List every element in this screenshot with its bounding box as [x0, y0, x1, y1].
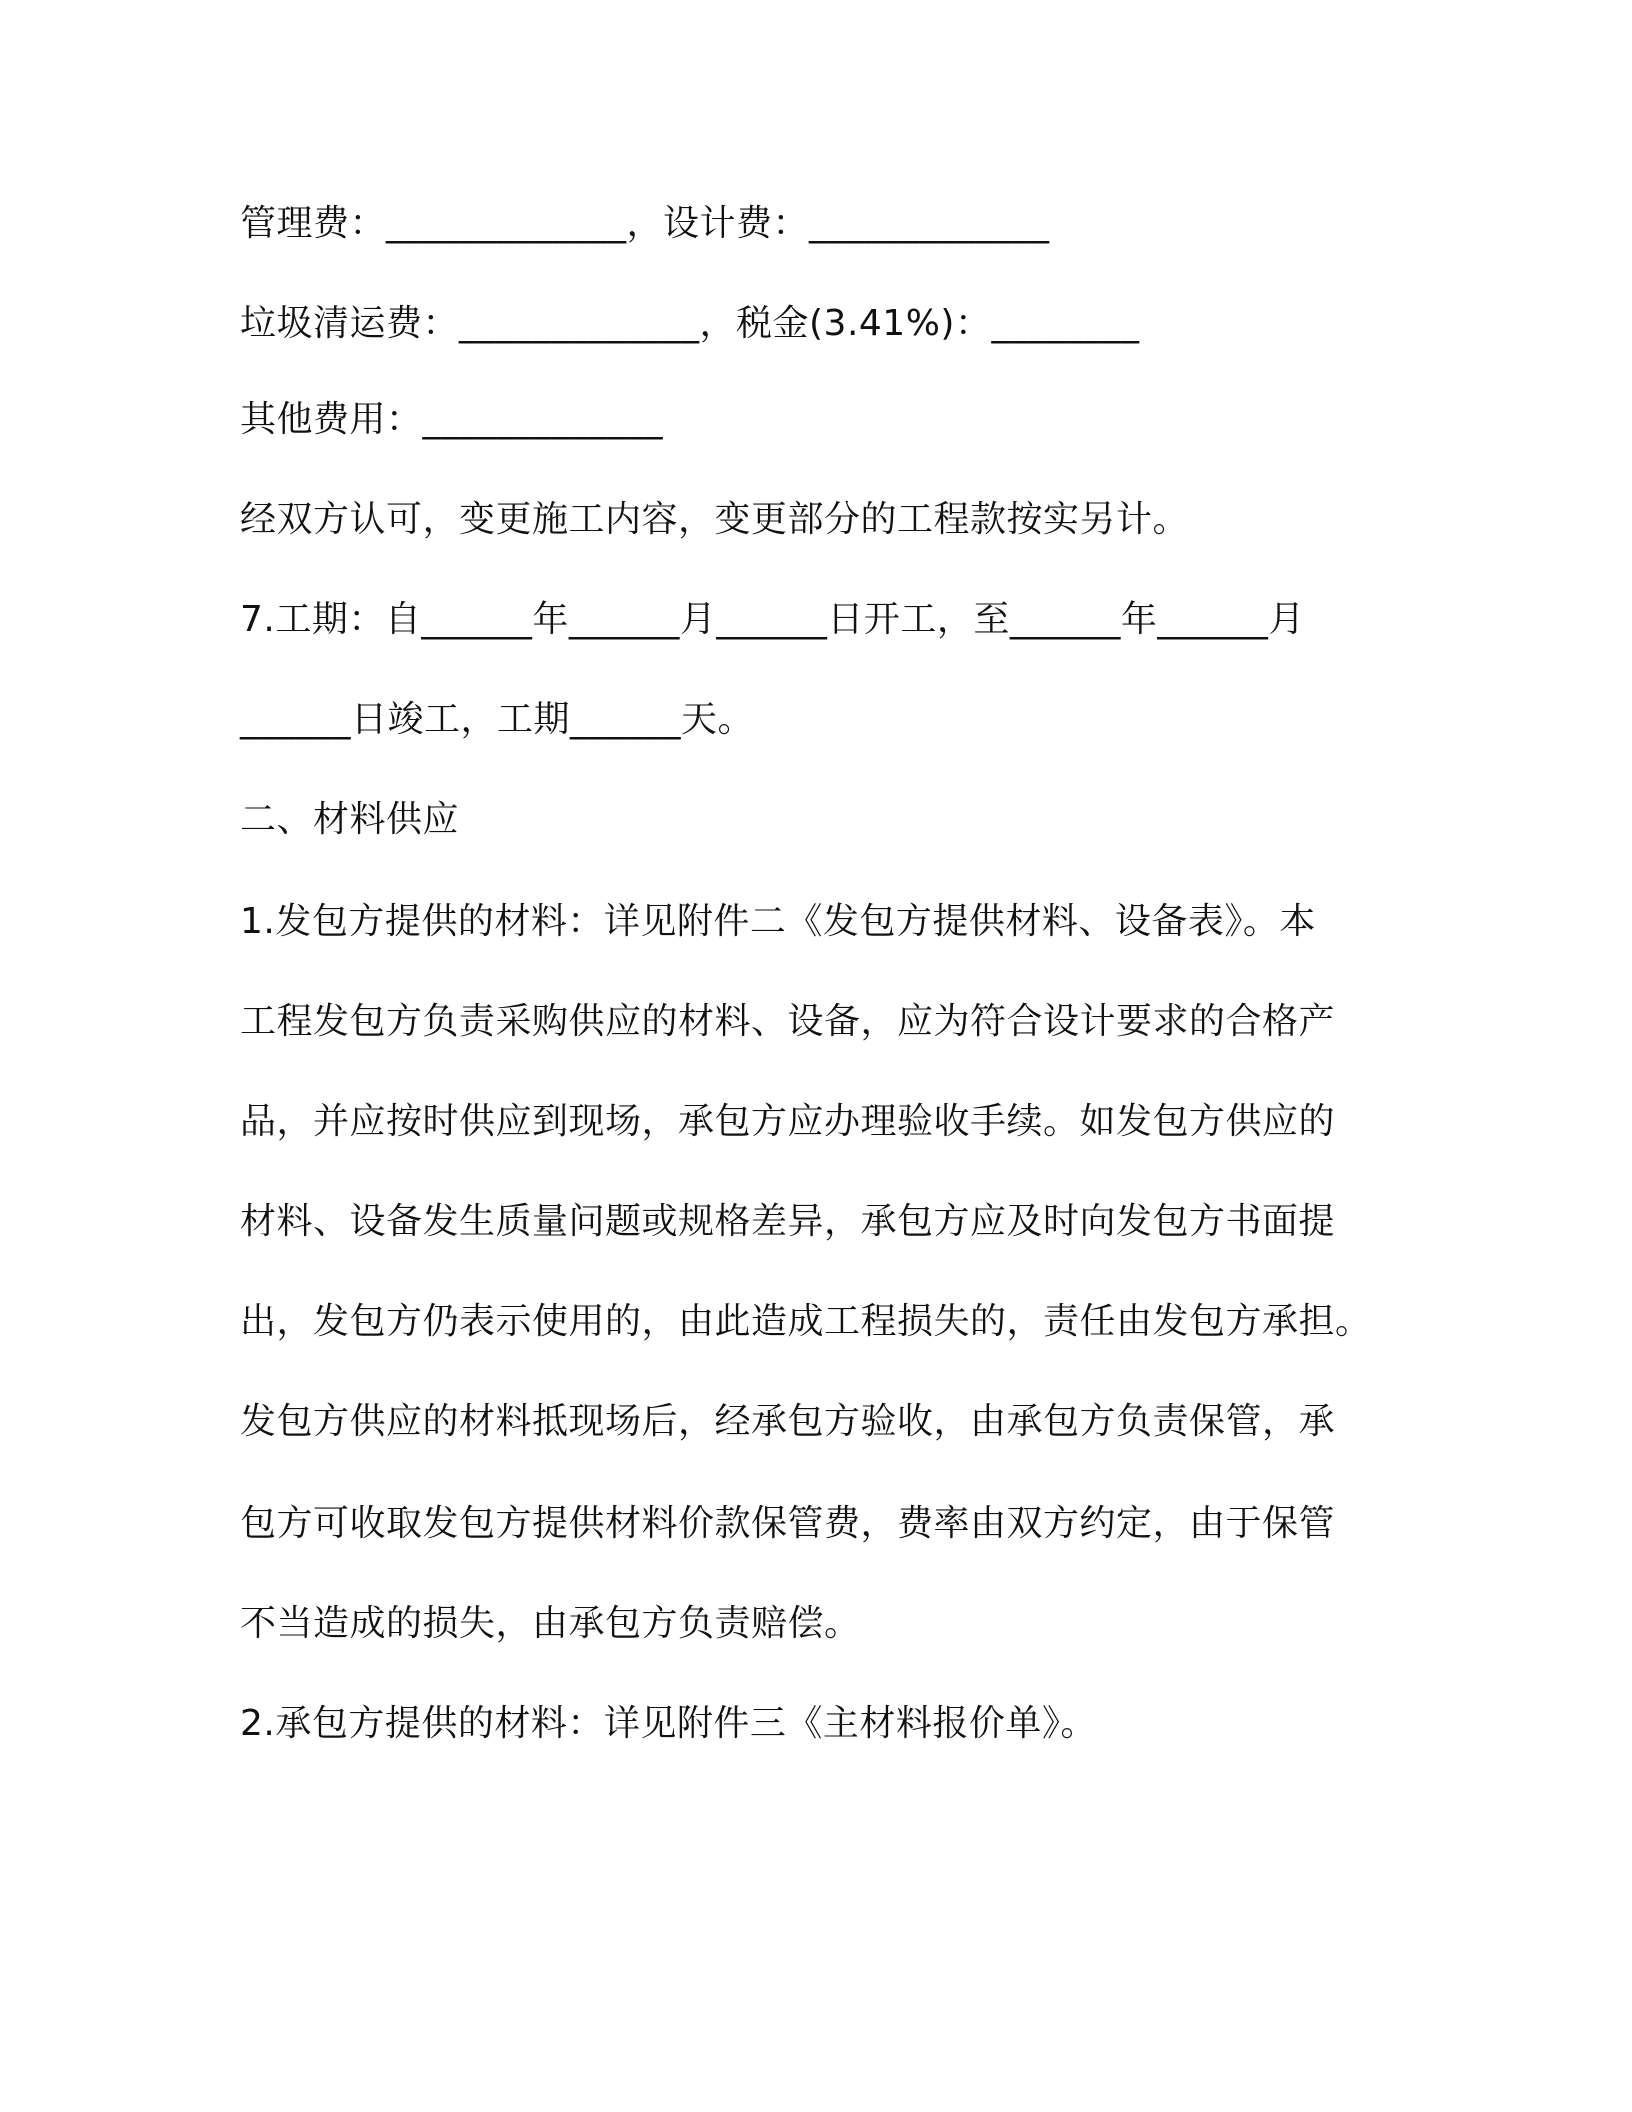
paragraph-client-materials-line-2: 工程发包方负责采购供应的材料、设备，应为符合设计要求的合格产: [240, 1001, 1336, 1042]
paragraph-client-materials-line-8: 不当造成的损失，由承包方负责赔偿。: [240, 1603, 861, 1644]
fee-line-management-design: 管理费：_____________，设计费：_____________: [240, 203, 1050, 244]
section-heading-materials: 二、材料供应: [240, 799, 460, 840]
paragraph-schedule-line-2: ______日竣工，工期______天。: [240, 699, 755, 740]
fee-line-garbage-tax: 垃圾清运费：_____________，税金(3.41%)：________: [240, 303, 1140, 344]
paragraph-client-materials-line-1: 1.发包方提供的材料：详见附件二《发包方提供材料、设备表》。本: [240, 901, 1316, 942]
paragraph-schedule-line-1: 7.工期：自______年______月______日开工，至______年______月: [240, 599, 1305, 640]
paragraph-client-materials-line-3: 品，并应按时供应到现场，承包方应办理验收手续。如发包方供应的: [240, 1101, 1336, 1142]
paragraph-contractor-materials: 2.承包方提供的材料：详见附件三《主材料报价单》。: [240, 1703, 1097, 1744]
paragraph-client-materials-line-6: 发包方供应的材料抵现场后，经承包方验收，由承包方负责保管，承: [240, 1401, 1336, 1442]
fee-line-other: 其他费用：_____________: [240, 399, 664, 440]
paragraph-change-clause: 经双方认可，变更施工内容，变更部分的工程款按实另计。: [240, 499, 1190, 540]
paragraph-client-materials-line-5: 出，发包方仍表示使用的，由此造成工程损失的，责任由发包方承担。: [240, 1301, 1372, 1342]
paragraph-client-materials-line-4: 材料、设备发生质量问题或规格差异，承包方应及时向发包方书面提: [240, 1201, 1336, 1242]
paragraph-client-materials-line-7: 包方可收取发包方提供材料价款保管费，费率由双方约定，由于保管: [240, 1503, 1336, 1544]
